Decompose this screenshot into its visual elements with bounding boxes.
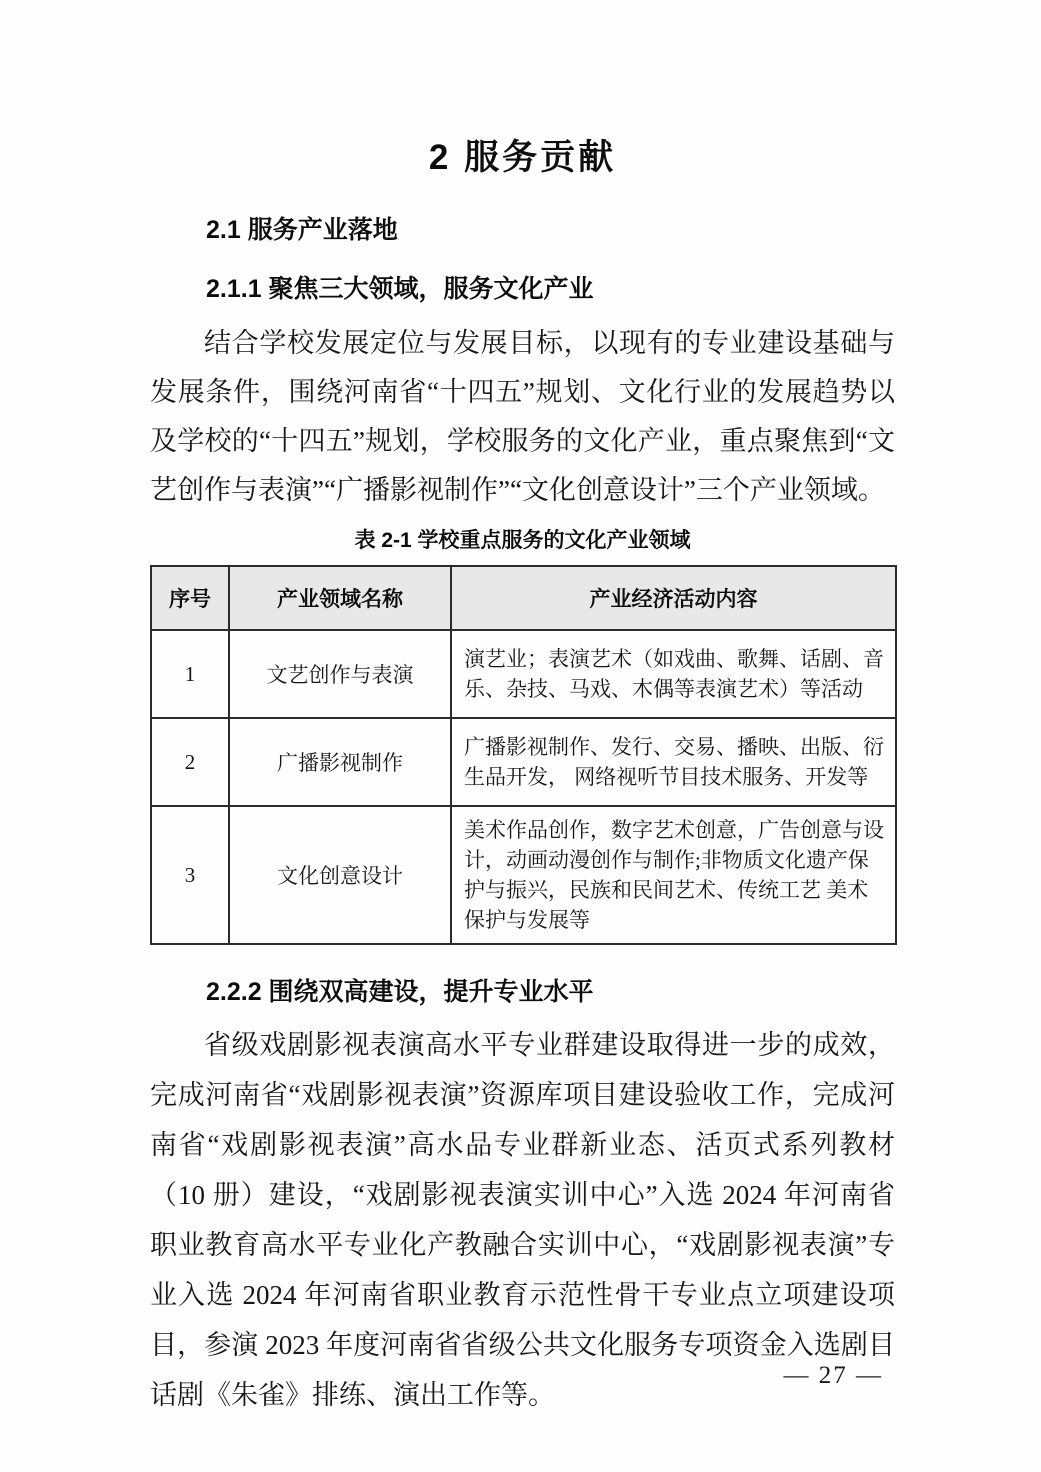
body-paragraph-shuanggao: 省级戏剧影视表演高水平专业群建设取得进一步的成效，完成河南省“戏剧影视表演”资源库项目建设验收工作，完成河南省“戏剧影视表演”高水品专业群新业态、活页式系列教材（10 册）建设，“戏剧影视表演实训中心”入选 2024 年河南省职业教育高水平专业化产教融合实训中心，“戏剧影视表演”专业入选 2024 年河南省职业教育示范性骨干专业点立项建设项目，参演 2023 年度河南省省级公共文化服务专项资金入选剧目话剧《朱雀》排练、演出工作等。: [150, 1030, 895, 1410]
cell-industry-content: 广播影视制作、发行、交易、播映、出版、衍生品开发， 网络视听节目技术服务、开发等: [451, 718, 896, 806]
table-row: [151, 806, 896, 944]
cell-industry-name: 广播影视制作: [229, 718, 451, 806]
table-header-name: 产业领域名称: [229, 566, 451, 630]
industry-table: [150, 565, 897, 945]
section-heading-2-1-1: 2.1.1 聚焦三大领域，服务文化产业: [206, 275, 594, 303]
table-row: [151, 630, 896, 718]
page-title: 2 服务贡献: [428, 138, 617, 177]
table-caption: 表 2-1 学校重点服务的文化产业领域: [354, 529, 691, 552]
cell-row-number: 2: [151, 718, 229, 806]
cell-industry-content: 演艺业；表演艺术（如戏曲、歌舞、话剧、音乐、杂技、马戏、木偶等表演艺术）等活动: [451, 630, 896, 718]
section-heading-2-1: 2.1 服务产业落地: [206, 216, 398, 244]
body-paragraph-industry: 结合学校发展定位与发展目标，以现有的专业建设基础与发展条件，围绕河南省“十四五”规划、文化行业的发展趋势以及学校的“十四五”规划，学校服务的文化产业，重点聚焦到“文艺创作与表演”“广播影视制作”“文化创意设计”三个产业领域。: [150, 328, 895, 505]
page-content: [150, 0, 895, 1420]
table-row: [151, 718, 896, 806]
cell-row-number: 1: [151, 630, 229, 718]
page-number: — 27 —: [783, 1362, 883, 1389]
cell-row-number: 3: [151, 806, 229, 944]
section-heading-2-2-2: 2.2.2 围绕双高建设，提升专业水平: [206, 978, 594, 1006]
table-header-no: 序号: [151, 566, 229, 630]
table-header-row: [151, 566, 896, 630]
cell-industry-content: 美术作品创作，数字艺术创意，广告创意与设计，动画动漫创作与制作;非物质文化遗产保护与振兴，民族和民间艺术、传统工艺 美术保护与发展等: [451, 806, 896, 944]
cell-industry-name: 文化创意设计: [229, 806, 451, 944]
cell-industry-name: 文艺创作与表演: [229, 630, 451, 718]
table-header-content: 产业经济活动内容: [451, 566, 896, 630]
